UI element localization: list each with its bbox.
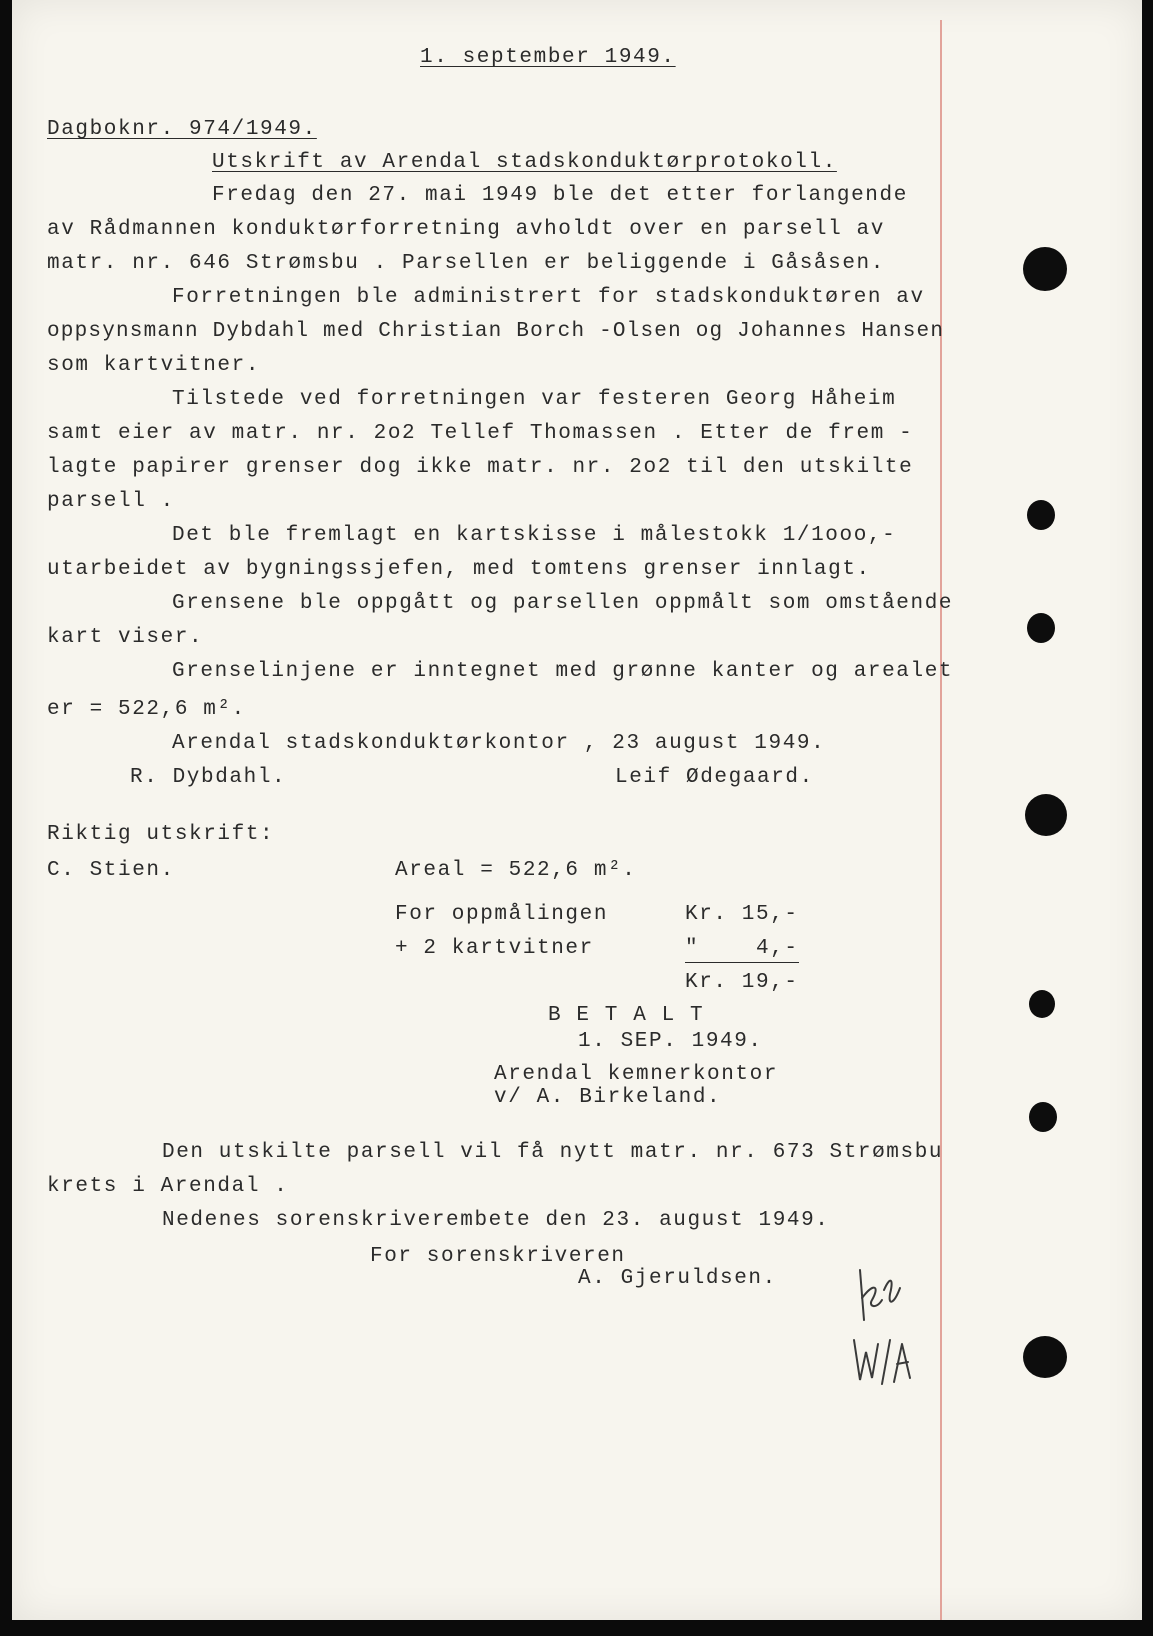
binder-hole (1025, 794, 1067, 836)
paid-stamp-by: v/ A. Birkeland. (494, 1086, 722, 1109)
fee-amount: Kr. 15,- (685, 903, 799, 926)
body-line: Grenselinjene er inntegnet med grønne kanter og arealet (172, 660, 954, 683)
body-line: av Rådmannen konduktørforretning avholdt over en parsell av (47, 218, 885, 241)
journal-number: Dagboknr. 974/1949. (47, 118, 317, 141)
body-line: som kartvitner. (47, 354, 261, 377)
body-line: parsell . (47, 490, 175, 513)
binder-hole (1027, 500, 1055, 530)
body-line: oppsynsmann Dybdahl med Christian Borch -Olsen og Johannes Hansen (47, 320, 945, 343)
copy-cert-label: Riktig utskrift: (47, 823, 275, 846)
document-date: 1. september 1949. (420, 46, 676, 69)
footer-line: Nedenes sorenskriverembete den 23. august 1949. (162, 1209, 830, 1232)
body-line: Grensene ble oppgått og parsellen oppmålt som omstående (172, 592, 954, 615)
handwritten-initials (850, 1260, 940, 1390)
body-line: er = 522,6 m². (47, 698, 246, 721)
body-line: samt eier av matr. nr. 2o2 Tellef Thomassen . Etter de frem - (47, 422, 914, 445)
body-line: Det ble fremlagt en kartskisse i målestokk 1/1ooo,- (172, 524, 897, 547)
binder-hole (1029, 1102, 1057, 1132)
body-line: kart viser. (47, 626, 204, 649)
footer-line: Den utskilte parsell vil få nytt matr. nr. 673 Strømsbu (162, 1141, 944, 1164)
record-title: Utskrift av Arendal stadskonduktørprotokoll. (212, 151, 837, 174)
footer-line: For sorenskriveren (370, 1245, 626, 1268)
copy-cert-name: C. Stien. (47, 859, 175, 882)
body-line: matr. nr. 646 Strømsbu . Parsellen er beliggende i Gåsåsen. (47, 252, 885, 275)
binder-hole (1023, 1336, 1067, 1378)
paid-stamp-office: Arendal kemnerkontor (494, 1063, 779, 1086)
document-page (12, 0, 1142, 1620)
footer-line: krets i Arendal . (47, 1175, 289, 1198)
fee-label: + 2 kartvitner (395, 937, 594, 960)
body-line: Fredag den 27. mai 1949 ble det etter forlangende (212, 184, 908, 207)
binder-hole (1027, 613, 1055, 643)
red-margin-rule (940, 20, 942, 1620)
fee-total: Kr. 19,- (685, 971, 799, 994)
body-line: utarbeidet av bygningssjefen, med tomtens grenser innlagt. (47, 558, 871, 581)
area-statement: Areal = 522,6 m². (395, 859, 637, 882)
paid-stamp-date: 1. SEP. 1949. (578, 1030, 763, 1053)
fee-label: For oppmålingen (395, 903, 609, 926)
signer-left: R. Dybdahl. (130, 766, 287, 789)
footer-line: A. Gjeruldsen. (578, 1267, 777, 1290)
binder-hole (1029, 990, 1055, 1018)
office-date-line: Arendal stadskonduktørkontor , 23 august 1949. (172, 732, 826, 755)
binder-hole (1023, 247, 1067, 291)
body-line: lagte papirer grenser dog ikke matr. nr. 2o2 til den utskilte (47, 456, 914, 479)
body-line: Forretningen ble administrert for stadskonduktøren av (172, 286, 925, 309)
paid-stamp-word: B E T A L T (548, 1004, 705, 1027)
fee-amount: " 4,- (685, 936, 799, 963)
body-line: Tilstede ved forretningen var festeren Georg Håheim (172, 388, 897, 411)
signer-right: Leif Ødegaard. (615, 766, 814, 789)
